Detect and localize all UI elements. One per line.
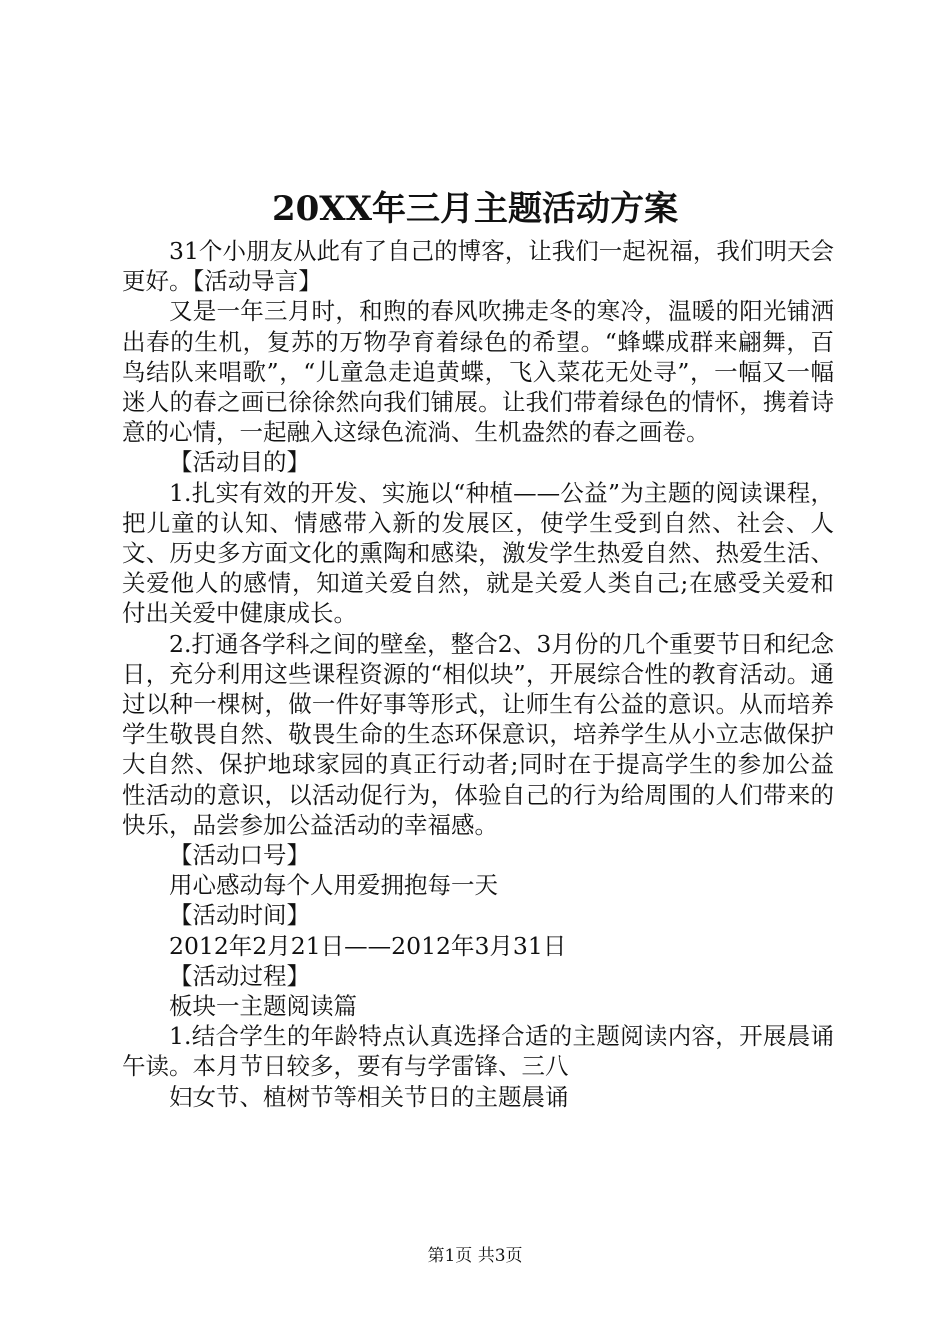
document-body (122, 236, 834, 1112)
page-footer: 第1页 共3页 (427, 1246, 523, 1266)
paragraph-preface: 又是一年三月时，和煦的春风吹拂走冬的寒冷，温暖的阳光铺洒出春的生机，复苏的万物孕育着绿色的希望。“蜂蝶成群来翩舞，百鸟结队来唱歌”，“儿童急走追黄蝶，飞入菜花无处寻”，一幅又一幅迷人的春之画已徐徐然向我们铺展。让我们带着绿色的情怀，携着诗意的心情，一起融入这绿色流淌、生机盎然的春之画卷。 (122, 297, 834, 447)
heading-time: 【活动时间】 (169, 901, 310, 930)
paragraph-purpose-1: 1.扎实有效的开发、实施以“种植——公益”为主题的阅读课程，把儿童的认知、情感带入新的发展区，使学生受到自然、社会、人文、历史多方面文化的熏陶和感染，激发学生热爱自然、热爱生活、关爱他人的感情，知道关爱自然，就是关爱人类自己;在感受关爱和付出关爱中健康成长。 (122, 478, 834, 628)
paragraph-purpose-2: 2.打通各学科之间的壁垒，整合2、3月份的几个重要节日和纪念日，充分利用这些课程资源的“相似块”，开展综合性的教育活动。通过以种一棵树，做一件好事等形式，让师生有公益的意识。从而培养学生敬畏自然、敬畏生命的生态环保意识，培养学生从小立志做保护大自然、保护地球家园的真正行动者;同时在于提高学生的参加公益性活动的意识，以活动促行为，体验自己的行为给周围的人们带来的快乐，品尝参加公益活动的幸福感。 (122, 629, 834, 839)
heading-slogan: 【活动口号】 (169, 841, 310, 870)
paragraph-time: 2012年2月21日——2012年3月31日 (169, 931, 567, 960)
heading-process: 【活动过程】 (169, 961, 310, 990)
paragraph-section-one: 板块一主题阅读篇 (169, 992, 357, 1021)
document-title: 20XX年三月主题活动方案 (271, 189, 679, 229)
heading-purpose: 【活动目的】 (169, 448, 310, 477)
paragraph-intro: 31个小朋友从此有了自己的博客，让我们一起祝福，我们明天会更好。【活动导言】 (122, 237, 834, 296)
paragraph-process-1-cont: 妇女节、植树节等相关节日的主题晨诵 (169, 1082, 569, 1111)
paragraph-slogan: 用心感动每个人用爱拥抱每一天 (169, 871, 498, 900)
paragraph-process-1: 1.结合学生的年龄特点认真选择合适的主题阅读内容，开展晨诵午读。本月节日较多，要有与学雷锋、三八 (122, 1022, 834, 1081)
